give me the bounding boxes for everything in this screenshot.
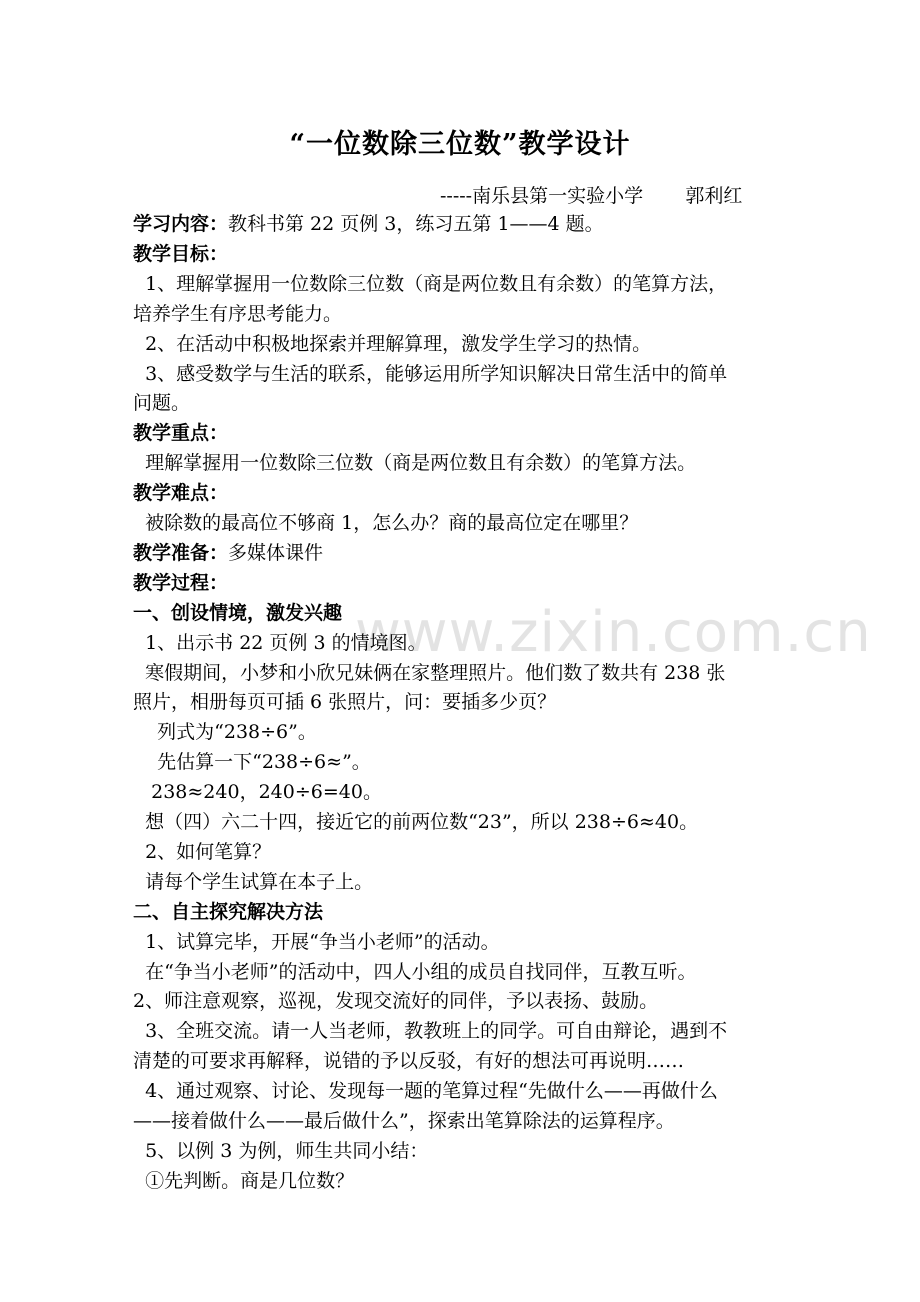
body-line	[133, 749, 823, 775]
section-line	[133, 420, 823, 446]
body-line	[133, 1018, 823, 1044]
line-text: 在“争当小老师”的活动中，四人小组的成员自找同伴，互教互听。	[133, 961, 697, 983]
line-text: 照片，相册每页可插 6 张照片，问：要插多少页？	[133, 691, 557, 713]
body-line	[133, 510, 823, 536]
body-line	[133, 869, 823, 895]
line-text: 列式为“238÷6”。	[133, 721, 317, 743]
body-line	[133, 361, 823, 387]
body-line	[133, 1048, 823, 1074]
section-line	[133, 540, 823, 566]
body-line	[133, 630, 823, 656]
section-line	[133, 241, 823, 267]
section-label: 二、自主探究解决方法	[133, 901, 324, 923]
document-title: “一位数除三位数”教学设计	[289, 129, 631, 160]
line-text: 被除数的最高位不够商 1，怎么办？商的最高位定在哪里？	[133, 512, 639, 534]
line-text: 想（四）六二十四，接近它的前两位数“23”，所以 238÷6≈40。	[133, 811, 699, 833]
line-text: 问题。	[133, 392, 191, 414]
section-line	[133, 600, 823, 626]
line-text: 3、全班交流。请一人当老师，教教班上的同学。可自由辩论，遇到不	[133, 1020, 728, 1042]
line-text: 2、师注意观察，巡视，发现交流好的同伴，予以表扬、鼓励。	[133, 990, 659, 1012]
line-text: ①先判断。商是几位数？	[133, 1170, 355, 1192]
line-text: 3、感受数学与生活的联系，能够运用所学知识解决日常生活中的简单	[133, 363, 728, 385]
body-line	[133, 1078, 823, 1104]
body-line	[133, 988, 823, 1014]
line-text: ——接着做什么——最后做什么”，探索出笔算除法的运算程序。	[133, 1110, 675, 1132]
section-label: 教学目标：	[133, 243, 229, 265]
section-line	[133, 570, 823, 596]
line-text: 1、理解掌握用一位数除三位数（商是两位数且有余数）的笔算方法，	[133, 273, 728, 295]
body-line	[133, 689, 823, 715]
section-line	[133, 480, 823, 506]
body-line	[133, 660, 823, 686]
section-line	[133, 211, 823, 237]
line-text: 4、通过观察、讨论、发现每一题的笔算过程“先做什么——再做什么	[133, 1080, 718, 1102]
line-text: 1、试算完毕，开展“争当小老师”的活动。	[133, 931, 500, 953]
body-line	[133, 959, 823, 985]
section-label: 学习内容：	[133, 213, 229, 235]
line-text: 教科书第 22 页例 3，练习五第 1——4 题。	[228, 213, 604, 235]
body-line	[133, 450, 823, 476]
body-line	[133, 1138, 823, 1164]
line-text: 1、出示书 22 页例 3 的情境图。	[133, 632, 427, 654]
line-text: 理解掌握用一位数除三位数（商是两位数且有余数）的笔算方法。	[133, 452, 697, 474]
line-text: 寒假期间，小梦和小欣兄妹俩在家整理照片。他们数了数共有 238 张	[133, 662, 726, 684]
line-text: 238≈240，240÷6=40。	[133, 781, 382, 803]
body-line	[133, 1168, 823, 1194]
line-text: 请每个学生试算在本子上。	[133, 871, 374, 893]
body-line	[133, 390, 823, 416]
body-line	[133, 271, 823, 297]
watermark: www.zixin.com.cn	[355, 600, 872, 665]
section-label: 一、创设情境，激发兴趣	[133, 602, 343, 624]
body-line	[133, 1108, 823, 1134]
body-line	[133, 779, 823, 805]
body-line	[133, 719, 823, 745]
section-line	[133, 899, 823, 925]
line-text: 2、如何笔算？	[133, 841, 272, 863]
line-text: 清楚的可要求再解释，说错的予以反驳，有好的想法可再说明……	[133, 1050, 685, 1072]
line-text: 先估算一下“238÷6≈”。	[133, 751, 371, 773]
body-line	[133, 839, 823, 865]
section-label: 教学过程：	[133, 572, 229, 594]
section-label: 教学重点：	[133, 422, 229, 444]
line-text: 多媒体课件	[228, 542, 324, 564]
body-line	[133, 929, 823, 955]
body-line	[133, 301, 823, 327]
body-line	[133, 331, 823, 357]
section-label: 教学难点：	[133, 482, 229, 504]
body-line	[133, 809, 823, 835]
section-label: 教学准备：	[133, 542, 229, 564]
line-text: 2、在活动中积极地探索并理解算理，激发学生学习的热情。	[133, 333, 652, 355]
line-text: 培养学生有序思考能力。	[133, 303, 343, 325]
author-line: -----南乐县第一实验小学 郭利红	[440, 185, 743, 207]
line-text: 5、以例 3 为例，师生共同小结：	[133, 1140, 429, 1162]
